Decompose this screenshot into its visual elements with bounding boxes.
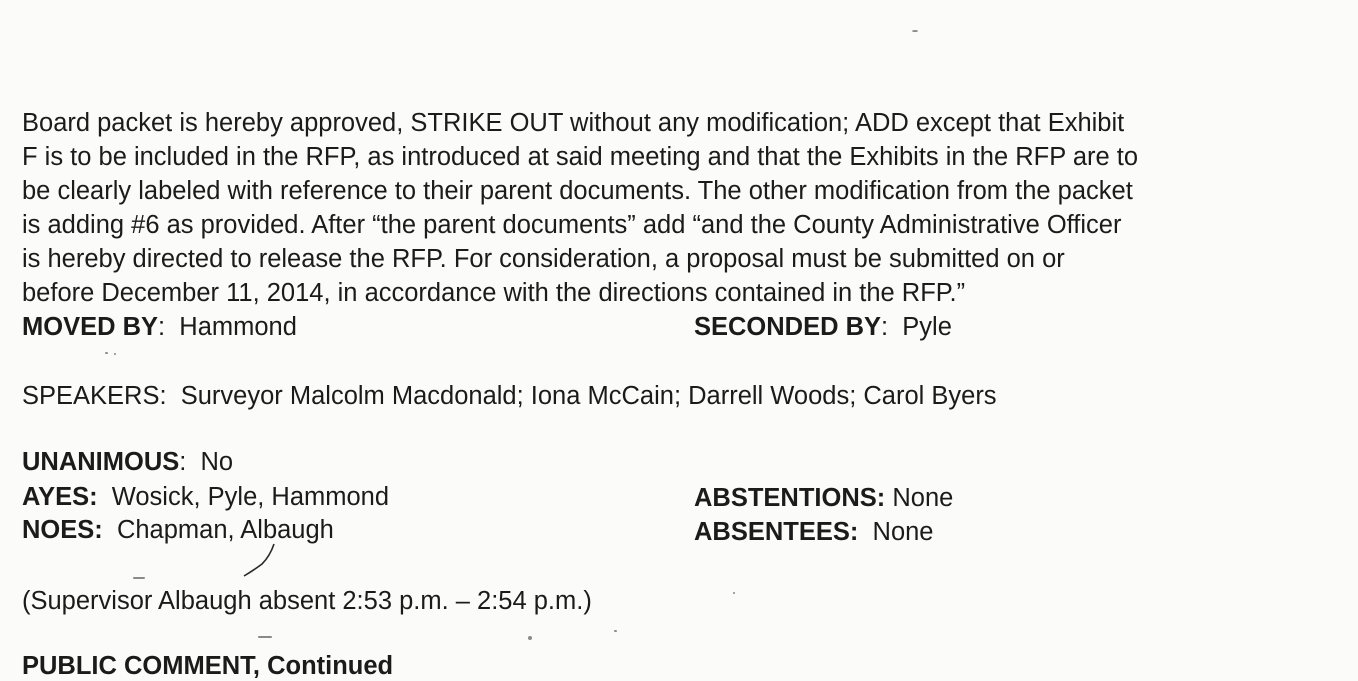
- pen-stroke-mark: [240, 540, 280, 580]
- speakers-row: [22, 379, 997, 413]
- scan-speck: [258, 636, 272, 638]
- scan-speck: [614, 630, 617, 632]
- unanimous-label: UNANIMOUS: [22, 448, 180, 476]
- motion-line: is hereby directed to release the RFP. For consideration, a proposal must be submitted on or: [22, 245, 1065, 273]
- seconded-by-row: SECONDED BY: Pyle: [694, 313, 952, 341]
- moved-by-row: MOVED BY: Hammond: [22, 313, 297, 341]
- unanimous-value: No: [200, 448, 234, 476]
- moved-by-value: Hammond: [179, 313, 297, 341]
- scan-speck: [114, 353, 116, 355]
- absentees-row: [694, 515, 934, 549]
- absentees-value: None: [872, 518, 934, 546]
- noes-label: NOES:: [22, 516, 103, 544]
- abstentions-label: ABSTENTIONS:: [694, 484, 886, 512]
- motion-line: before December 11, 2014, in accordance with the directions contained in the RFP.”: [22, 279, 966, 307]
- scan-speck: [912, 30, 918, 32]
- speakers-label: SPEAKERS:: [22, 382, 167, 410]
- noes-value: Chapman, Albaugh: [116, 516, 334, 544]
- moved-by-label: MOVED BY: [22, 313, 159, 341]
- motion-line: F is to be included in the RFP, as introduced at said meeting and that the Exhibits in the RFP are to: [22, 143, 1139, 171]
- scan-speck: [133, 577, 145, 579]
- motion-paragraph: [22, 106, 1342, 310]
- seconded-by-value: Pyle: [902, 313, 952, 341]
- absentees-label: ABSENTEES:: [694, 518, 859, 546]
- speakers-value: Surveyor Malcolm Macdonald; Iona McCain; Darrell Woods; Carol Byers: [180, 382, 997, 410]
- section-heading: PUBLIC COMMENT, Continued: [22, 652, 394, 680]
- ayes-row: [22, 480, 389, 514]
- noes-row: [22, 513, 334, 547]
- scan-speck: [528, 636, 532, 640]
- scan-speck: [105, 352, 108, 354]
- abstentions-value: None: [892, 484, 954, 512]
- ayes-value: Wosick, Pyle, Hammond: [111, 483, 390, 511]
- abstentions-row: [694, 481, 953, 515]
- motion-line: be clearly labeled with reference to their parent documents. The other modification from the packet: [22, 177, 1133, 205]
- seconded-by-label: SECONDED BY: [694, 313, 882, 341]
- unanimous-row: UNANIMOUS: No: [22, 448, 234, 476]
- ayes-label: AYES:: [22, 483, 98, 511]
- motion-line: Board packet is hereby approved, STRIKE OUT without any modification; ADD except that Exhibit: [22, 109, 1125, 137]
- scan-speck: [733, 592, 735, 594]
- motion-line: is adding #6 as provided. After “the parent documents” add “and the County Administrative Officer: [22, 211, 1122, 239]
- absence-note: (Supervisor Albaugh absent 2:53 p.m. – 2:54 p.m.): [22, 587, 592, 615]
